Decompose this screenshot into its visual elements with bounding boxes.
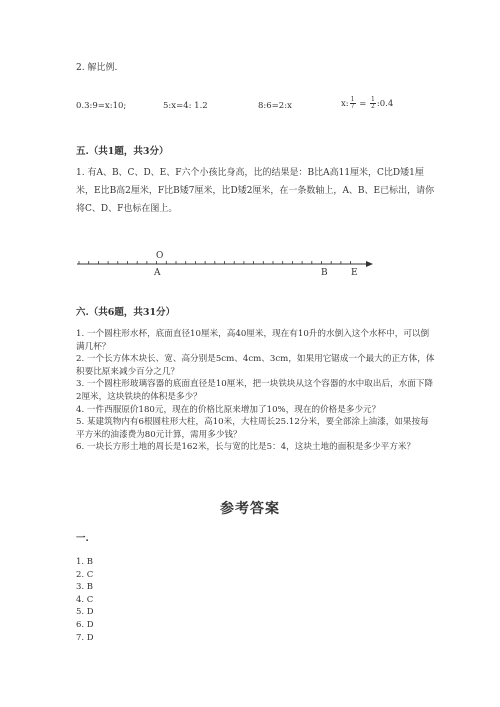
fraction-one-seventh	[350, 97, 356, 110]
origin-label: O	[156, 251, 164, 261]
equation-2: 5:x=4: 1.2	[163, 101, 208, 111]
point-label-e: E	[351, 268, 358, 278]
answer-item: 4. C	[76, 594, 94, 605]
fraction-one-half	[370, 97, 376, 110]
fraction-denominator: 2	[371, 103, 375, 110]
word-problem: 5. 某建筑物内有6根圆柱形大柱，高10米，大柱周长25.12分米，要全部涂上油漆，如果按每平方米的油漆费为80元计算，需用多少钱？	[76, 417, 429, 440]
answer-list	[76, 556, 94, 644]
fraction-denominator: 7	[350, 103, 355, 110]
point-label-a: A	[154, 268, 161, 278]
word-problem: 6. 一块长方形土地的周长是162米，长与宽的比是5：4，这块土地的面积是多少平方米？	[76, 442, 416, 453]
equation-4	[341, 97, 393, 110]
word-problem: 4. 一件西服原价180元，现在的价格比原来增加了10%，现在的价格是多少元？	[76, 404, 381, 415]
answer-item: 7. D	[76, 632, 94, 643]
answer-item: 6. D	[76, 619, 94, 630]
equation-4-equals: =	[356, 99, 370, 109]
equation-4-suffix: :0.4	[376, 99, 394, 109]
number-line-question: 1. 有A、B、C、D、E、F六个小孩比身高，比的结果是：B比A高11厘米，C比D矮1厘米，E比B高2厘米，F比B矮7厘米，比D矮2厘米，在一条数轴上，A、B、E已标出，请你将C、D、F也标在图上。	[76, 168, 435, 214]
answer-item: 5. D	[76, 607, 94, 618]
equation-3: 8:6=2:x	[258, 101, 292, 111]
equation-1: 0.3:9=x:10;	[76, 101, 127, 111]
section-heading-proportions: 2. 解比例.	[76, 63, 118, 73]
word-problem: 2. 一个长方体木块长、宽、高分别是5cm、4cm、3cm，如果用它锯成一个最大的正方体，体积要比原来减少百分之几？	[76, 354, 435, 377]
answer-item: 1. B	[76, 557, 94, 567]
word-problem: 3. 一个圆柱形玻璃容器的底面直径是10厘米，把一块铁块从这个容器的水中取出后，水面下降2厘米，这块铁块的体积是多少？	[76, 379, 434, 402]
arrow-right-icon	[366, 261, 373, 267]
answer-item: 3. B	[76, 582, 94, 593]
section-heading-five: 五.（共1题，共3分）	[76, 146, 169, 157]
word-problem-list	[76, 328, 436, 454]
point-label-b: B	[321, 268, 328, 278]
equation-4-prefix: x:	[341, 99, 349, 109]
answers-section-label: 一.	[76, 533, 89, 544]
fraction-numerator: 1	[371, 96, 375, 103]
fraction-numerator: 1	[350, 96, 355, 103]
answer-item: 2. C	[76, 569, 94, 580]
number-line	[70, 244, 380, 280]
section-heading-six: 六.（共6题，共31分）	[76, 307, 176, 318]
word-problem: 1. 一个圆柱形水杯，底面直径10厘米，高40厘米，现在有10升的水倒入这个水杯中，可以倒满几杯？	[76, 329, 430, 352]
answers-title: 参考答案	[220, 501, 280, 517]
